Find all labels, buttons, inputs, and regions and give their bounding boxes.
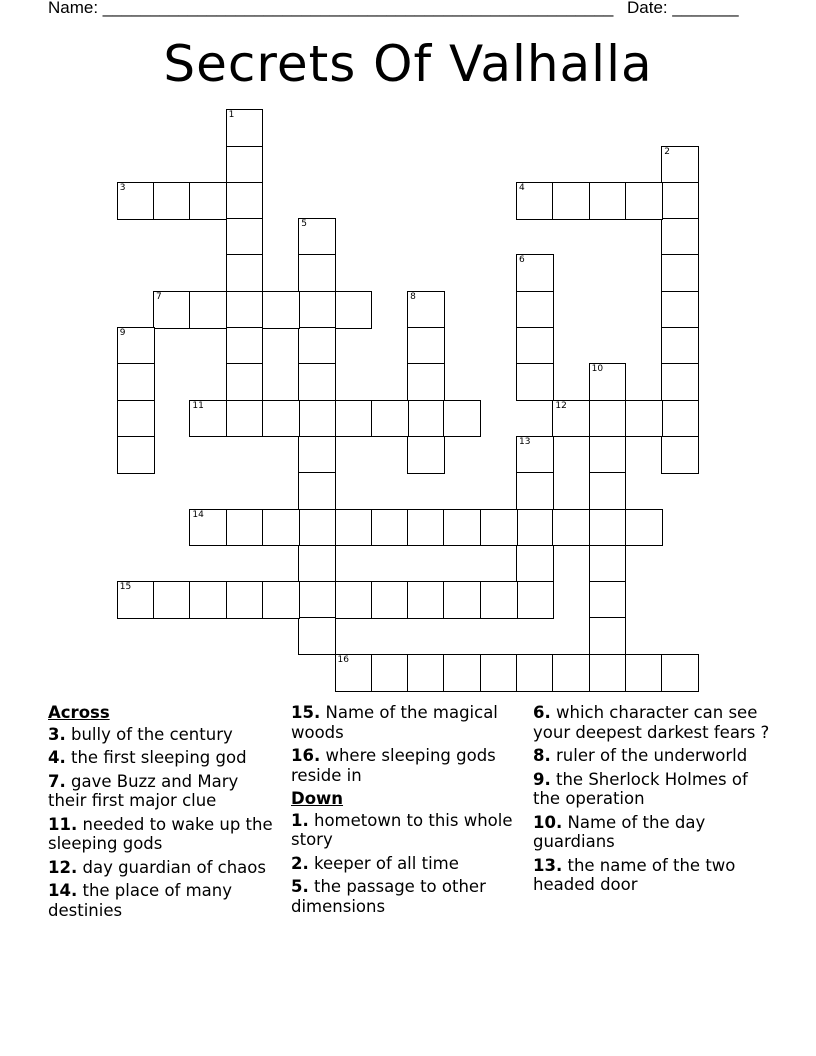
clue-down-8: 8. ruler of the underworld bbox=[533, 746, 748, 765]
grid-cell[interactable] bbox=[661, 291, 699, 329]
grid-cell[interactable] bbox=[661, 182, 699, 220]
grid-cell[interactable] bbox=[589, 509, 627, 547]
clue-number: 4 bbox=[519, 182, 525, 193]
grid-cell[interactable] bbox=[552, 182, 590, 220]
clues-column-2 bbox=[291, 703, 523, 920]
grid-cell[interactable] bbox=[298, 581, 336, 619]
grid-cell[interactable] bbox=[117, 436, 155, 474]
clue-down-13: 13. the name of the two headed door bbox=[533, 855, 736, 894]
clue-across-7: 7. gave Buzz and Mary their first major clue bbox=[48, 771, 239, 810]
grid-cell[interactable] bbox=[516, 509, 554, 547]
clue-across-15: 15. Name of the magical woods bbox=[291, 703, 498, 742]
grid-cell[interactable] bbox=[516, 581, 554, 619]
clue-across-4: 4. the first sleeping god bbox=[48, 748, 247, 767]
grid-cell[interactable] bbox=[226, 291, 264, 329]
clue-number: 2 bbox=[664, 146, 670, 157]
grid-cell[interactable] bbox=[661, 218, 699, 256]
grid-cell[interactable] bbox=[189, 291, 227, 329]
grid-cell[interactable] bbox=[661, 436, 699, 474]
clue-across-16: 16. where sleeping gods reside in bbox=[291, 746, 496, 785]
grid-cell[interactable] bbox=[298, 545, 336, 583]
grid-cell[interactable] bbox=[516, 436, 554, 474]
clue-number: 7 bbox=[156, 291, 162, 302]
grid-cell[interactable] bbox=[589, 581, 627, 619]
clue-number: 11 bbox=[192, 400, 204, 411]
grid-cell[interactable] bbox=[153, 291, 191, 329]
grid-cell[interactable] bbox=[298, 472, 336, 510]
clue-down-10: 10. Name of the day guardians bbox=[533, 812, 706, 851]
grid-cell[interactable] bbox=[298, 218, 336, 256]
grid-cell[interactable] bbox=[298, 363, 336, 401]
grid-cell[interactable] bbox=[661, 363, 699, 401]
clue-number: 9 bbox=[119, 328, 126, 339]
clue-number: 13 bbox=[519, 436, 531, 447]
grid-cell[interactable] bbox=[407, 363, 445, 401]
grid-cell[interactable] bbox=[298, 436, 336, 474]
grid-cell[interactable] bbox=[262, 581, 300, 619]
clue-number: 15 bbox=[119, 582, 132, 593]
grid-cell[interactable] bbox=[298, 617, 336, 655]
grid-cell[interactable] bbox=[226, 581, 264, 619]
grid-cell[interactable] bbox=[443, 581, 481, 619]
grid-cell[interactable] bbox=[226, 182, 264, 220]
grid-cell[interactable] bbox=[226, 327, 264, 365]
grid-cell[interactable] bbox=[589, 400, 627, 438]
grid-cell[interactable] bbox=[589, 617, 627, 655]
clue-number: 16 bbox=[337, 654, 349, 665]
grid-cell[interactable] bbox=[335, 291, 373, 329]
grid-cell[interactable] bbox=[552, 654, 590, 692]
grid-cell[interactable] bbox=[335, 581, 373, 619]
grid-cell[interactable] bbox=[117, 327, 155, 365]
grid-cell[interactable] bbox=[480, 581, 518, 619]
grid-cell[interactable] bbox=[407, 654, 445, 692]
grid-cell[interactable] bbox=[117, 400, 155, 438]
grid-cell[interactable] bbox=[625, 509, 663, 547]
grid-cell[interactable] bbox=[335, 654, 373, 692]
grid-cell[interactable] bbox=[117, 363, 155, 401]
grid-cell[interactable] bbox=[516, 545, 554, 583]
grid-cell[interactable] bbox=[516, 182, 554, 220]
grid-cell[interactable] bbox=[625, 654, 663, 692]
grid-cell[interactable] bbox=[552, 509, 590, 547]
grid-cell[interactable] bbox=[262, 509, 300, 547]
across-heading: Across bbox=[48, 703, 110, 722]
clue-down-2: 2. keeper of all time bbox=[291, 853, 459, 873]
grid-cell[interactable] bbox=[552, 400, 590, 438]
grid-cell[interactable] bbox=[661, 327, 699, 365]
grid-cell[interactable] bbox=[516, 363, 554, 401]
clue-number: 14 bbox=[192, 509, 204, 520]
grid-cell[interactable] bbox=[335, 509, 373, 547]
grid-cell[interactable] bbox=[189, 182, 227, 220]
grid-cell[interactable] bbox=[661, 254, 699, 292]
clue-number: 5 bbox=[301, 219, 307, 230]
grid-cell[interactable] bbox=[335, 400, 373, 438]
grid-cell[interactable] bbox=[407, 291, 445, 329]
down-heading: Down bbox=[291, 789, 344, 808]
grid-cell[interactable] bbox=[589, 182, 627, 220]
grid-cell[interactable] bbox=[298, 400, 336, 438]
grid-cell[interactable] bbox=[262, 291, 300, 329]
grid-cell[interactable] bbox=[371, 654, 409, 692]
grid-cell[interactable] bbox=[661, 654, 699, 692]
clue-down-1: 1. hometown to this whole story bbox=[291, 810, 513, 849]
grid-cell[interactable] bbox=[589, 654, 627, 692]
clue-down-5: 5. the passage to other dimensions bbox=[291, 877, 486, 916]
grid-cell[interactable] bbox=[298, 327, 336, 365]
clue-number: 6 bbox=[519, 255, 525, 266]
grid-cell[interactable] bbox=[589, 472, 627, 510]
grid-cell[interactable] bbox=[625, 400, 663, 438]
grid-cell[interactable] bbox=[298, 291, 336, 329]
clues-column-1 bbox=[48, 703, 280, 924]
grid-cell[interactable] bbox=[189, 509, 227, 547]
grid-cell[interactable] bbox=[298, 254, 336, 292]
grid-cell[interactable] bbox=[480, 509, 518, 547]
clues-column-3 bbox=[533, 703, 773, 899]
grid-cell[interactable] bbox=[371, 509, 409, 547]
puzzle-title: Secrets Of Valhalla bbox=[163, 35, 653, 93]
grid-cell[interactable] bbox=[153, 182, 191, 220]
grid-cell[interactable] bbox=[262, 400, 300, 438]
grid-cell[interactable] bbox=[226, 509, 264, 547]
grid-cell[interactable] bbox=[589, 545, 627, 583]
grid-cell[interactable] bbox=[516, 254, 554, 292]
grid-cell[interactable] bbox=[516, 472, 554, 510]
grid-cell[interactable] bbox=[407, 327, 445, 365]
grid-cell[interactable] bbox=[407, 581, 445, 619]
clue-across-14: 14. the place of many destinies bbox=[48, 881, 232, 920]
grid-cell[interactable] bbox=[589, 363, 627, 401]
grid-cell[interactable] bbox=[516, 327, 554, 365]
grid-cell[interactable] bbox=[226, 146, 264, 184]
grid-cell[interactable] bbox=[407, 400, 445, 438]
clue-down-9: 9. the Sherlock Holmes of the operation bbox=[533, 769, 748, 808]
grid-cell[interactable] bbox=[589, 436, 627, 474]
clue-number: 12 bbox=[555, 400, 567, 411]
grid-cell[interactable] bbox=[661, 146, 699, 184]
grid-cell[interactable] bbox=[371, 400, 409, 438]
clue-number: 3 bbox=[119, 182, 126, 193]
grid-cell[interactable] bbox=[226, 109, 264, 147]
grid-cell[interactable] bbox=[443, 654, 481, 692]
grid-cell[interactable] bbox=[226, 363, 264, 401]
grid-cell[interactable] bbox=[117, 581, 155, 619]
grid-cell[interactable] bbox=[226, 254, 264, 292]
name-field[interactable]: Name: ______________________________________________________ bbox=[48, 0, 614, 17]
grid-cell[interactable] bbox=[661, 400, 699, 438]
grid-cell[interactable] bbox=[443, 400, 481, 438]
clue-number: 8 bbox=[410, 291, 416, 302]
grid-cell[interactable] bbox=[298, 509, 336, 547]
grid-cell[interactable] bbox=[189, 581, 227, 619]
grid-cell[interactable] bbox=[117, 182, 155, 220]
clue-across-12: 12. day guardian of chaos bbox=[48, 857, 266, 877]
clue-across-11: 11. needed to wake up the sleeping gods bbox=[48, 814, 273, 853]
grid-cell[interactable] bbox=[407, 509, 445, 547]
clue-down-6: 6. which character can see your deepest darkest fears ? bbox=[533, 703, 770, 742]
grid-cell[interactable] bbox=[480, 654, 518, 692]
grid-cell[interactable] bbox=[625, 182, 663, 220]
grid-cell[interactable] bbox=[443, 509, 481, 547]
date-field[interactable]: Date: _______ bbox=[627, 0, 739, 17]
grid-cell[interactable] bbox=[516, 654, 554, 692]
grid-cell[interactable] bbox=[189, 400, 227, 438]
clue-across-3: 3. bully of the century bbox=[48, 724, 233, 744]
grid-cell[interactable] bbox=[226, 218, 264, 256]
clue-number: 1 bbox=[228, 110, 235, 121]
grid-cell[interactable] bbox=[153, 581, 191, 619]
grid-cell[interactable] bbox=[407, 436, 445, 474]
grid-cell[interactable] bbox=[371, 581, 409, 619]
clue-number: 10 bbox=[591, 364, 604, 375]
grid-cell[interactable] bbox=[226, 400, 264, 438]
grid-cell[interactable] bbox=[516, 291, 554, 329]
